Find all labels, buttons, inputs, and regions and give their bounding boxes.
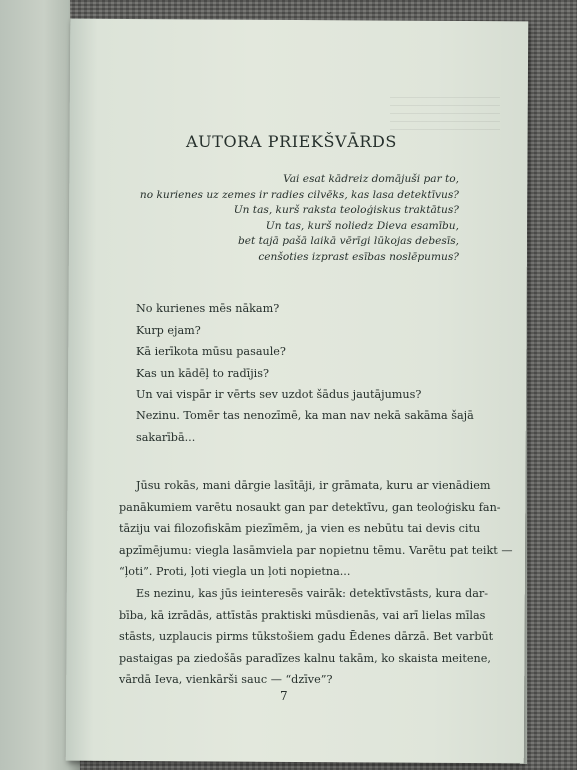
epigraph-line: cenšoties izprast esības noslēpumus? [258, 250, 459, 263]
question-line: No kurienes mēs nākam? [136, 302, 280, 315]
epigraph-line: bet tajā pašā laikā vērīgi lūkojas debesīs, [237, 235, 459, 247]
page-number: 7 [280, 689, 288, 703]
epigraph-line: Un tas, kurš raksta teoloģiskus traktātus? [233, 204, 459, 216]
paragraph-2 [119, 583, 494, 691]
epigraph-line: no kurienes uz zemes ir radies cilvēks, kas lasa detektīvus? [139, 188, 459, 201]
text-line: tāziju vai filozofiskām piezīmēm, ja vien es nebūtu tai devis citu [119, 522, 481, 536]
question-line: Kas un kādēļ to radījis? [136, 366, 269, 380]
epigraph-line: Vai esat kādreiz domājuši par to, [283, 173, 459, 185]
page-title: AUTORA PRIEKŠVĀRDS [186, 132, 397, 151]
epigraph-line: Un tas, kurš noliedz Dieva esamību, [265, 219, 459, 232]
question-line: Kā ierīkota mūsu pasaule? [136, 345, 286, 359]
text-line: vārdā Ieva, vienkārši sauc — “dzīve”? [119, 673, 333, 687]
text-line: stāsts, uzplaucis pirms tūkstošiem gadu Ēdenes dārzā. Bet varbūt [119, 630, 494, 644]
text-line: sakarībā... [136, 430, 196, 444]
question-list [136, 298, 496, 406]
text-line: Nezinu. Tomēr tas nenozīmē, ka man nav nekā sakāma šajā [136, 409, 474, 422]
paragraph-1 [119, 475, 513, 583]
text-line: Es nezinu, kas jūs ieinteresēs vairāk: detektīvstāsts, kura dar- [136, 586, 489, 600]
question-line: Kurp ejam? [136, 323, 201, 337]
text-line: bība, kā izrādās, attīstās praktiski mūsdienās, vai arī lielas mīlas [119, 608, 486, 622]
body-text [119, 475, 513, 691]
text-line: pastaigas pa ziedošās paradīzes kalnu takām, ko skaista meitene, [119, 651, 491, 665]
text-line: Jūsu rokās, mani dārgie lasītāji, ir grāmata, kuru ar vienādiem [136, 479, 491, 492]
text-line: panākumiem varētu nosaukt gan par detektīvu, gan teoloģisku fan- [119, 500, 501, 514]
text-line: “ļoti”. Proti, ļoti viegla un ļoti nopietna... [119, 565, 351, 579]
text-line: apzīmējumu: viegla lasāmviela par nopietnu tēmu. Varētu pat teikt — [119, 543, 513, 557]
nezinu-paragraph [119, 405, 474, 448]
epigraph [119, 172, 459, 265]
question-line: Un vai vispār ir vērts sev uzdot šādus jautājumus? [136, 388, 422, 402]
